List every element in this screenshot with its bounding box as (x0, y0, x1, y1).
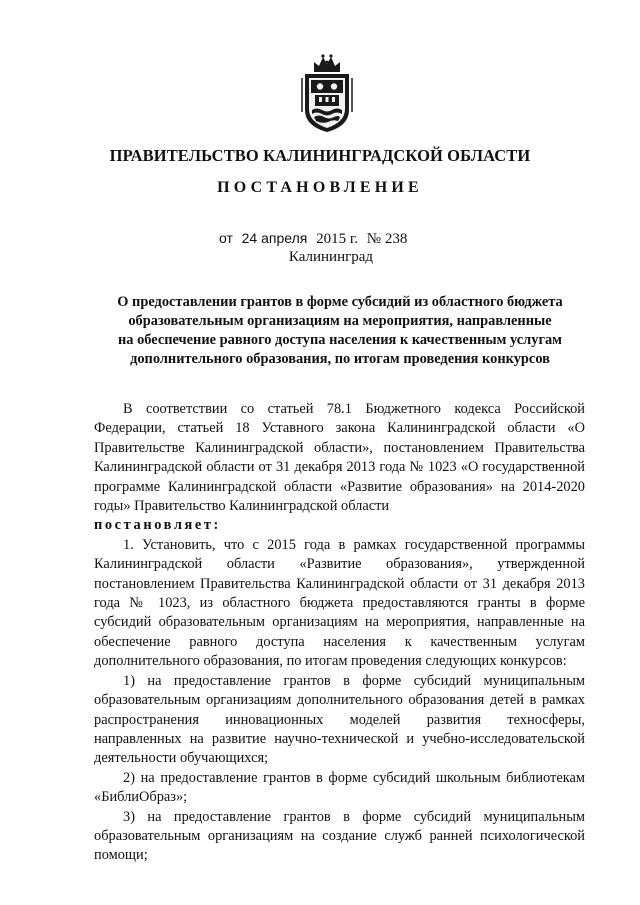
city-name: Калининград (288, 249, 374, 265)
document-type-title: ПОСТАНОВЛЕНИЕ (217, 179, 423, 196)
date-number-line (219, 230, 412, 248)
date-prefix: от (219, 230, 233, 246)
subject-line: образовательным организациям на мероприятия, направленные (128, 313, 552, 329)
subject-line: дополнительного образования, по итогам проведения конкурсов (130, 351, 550, 367)
resolution-word: постановляет: (94, 517, 221, 534)
document-date: 24 апреля (241, 230, 308, 246)
subitem-1-paragraph: 1) на предоставление грантов в форме субсидий муниципальным образовательным организациям дополнительного образования детей в рамках распространения инновационных моделей развития техносферы, направленных на развитие научно-технической и учебно-исследовательской деятельности обучающихся; (94, 672, 585, 767)
document-number: № 238 (366, 231, 408, 247)
government-title: ПРАВИТЕЛЬСТВО КАЛИНИНГРАДСКОЙ ОБЛАСТИ (109, 146, 531, 165)
subject-line: на обеспечение равного доступа населения к качественным услугам (118, 332, 562, 348)
resolution-word-paragraph (94, 516, 585, 535)
subject-line: О предоставлении грантов в форме субсидий из областного бюджета (117, 294, 563, 310)
subitem-2-paragraph: 2) на предоставление грантов в форме субсидий школьным библиотекам «БиблиОбраз»; (94, 769, 585, 806)
document-body (94, 400, 585, 866)
document-year: 2015 г. (316, 231, 359, 247)
document-subject (95, 293, 585, 369)
preamble-paragraph: В соответствии со статьей 78.1 Бюджетного кодекса Российской Федерации, статьей 18 Уставного закона Калининградской области «О Правительстве Калининградской области», постановлением Правительства Калининградской области от 31 декабря 2013 года № 1023 «О государственной программе Калининградской области «Развитие образования» на 2014-2020 годы» Правительство Калининградской области (94, 401, 585, 515)
item-1-paragraph: 1. Установить, что с 2015 года в рамках государственной программы Калининградской области «Развитие образования», утвержденной постановлением Правительства Калининградской области от 31 декабря 2013 года № 1023, из областного бюджета предоставляются гранты в форме субсидий образовательным организациям на мероприятия, направленные на обеспечение равного доступа населения к качественным услугам дополнительного образования, по итогам проведения следующих конкурсов: (94, 536, 585, 670)
coat-of-arms-emblem (300, 52, 354, 134)
subitem-3-paragraph: 3) на предоставление грантов в форме субсидий муниципальным образовательным организациям на создание служб ранней психологической помощи; (94, 808, 585, 864)
